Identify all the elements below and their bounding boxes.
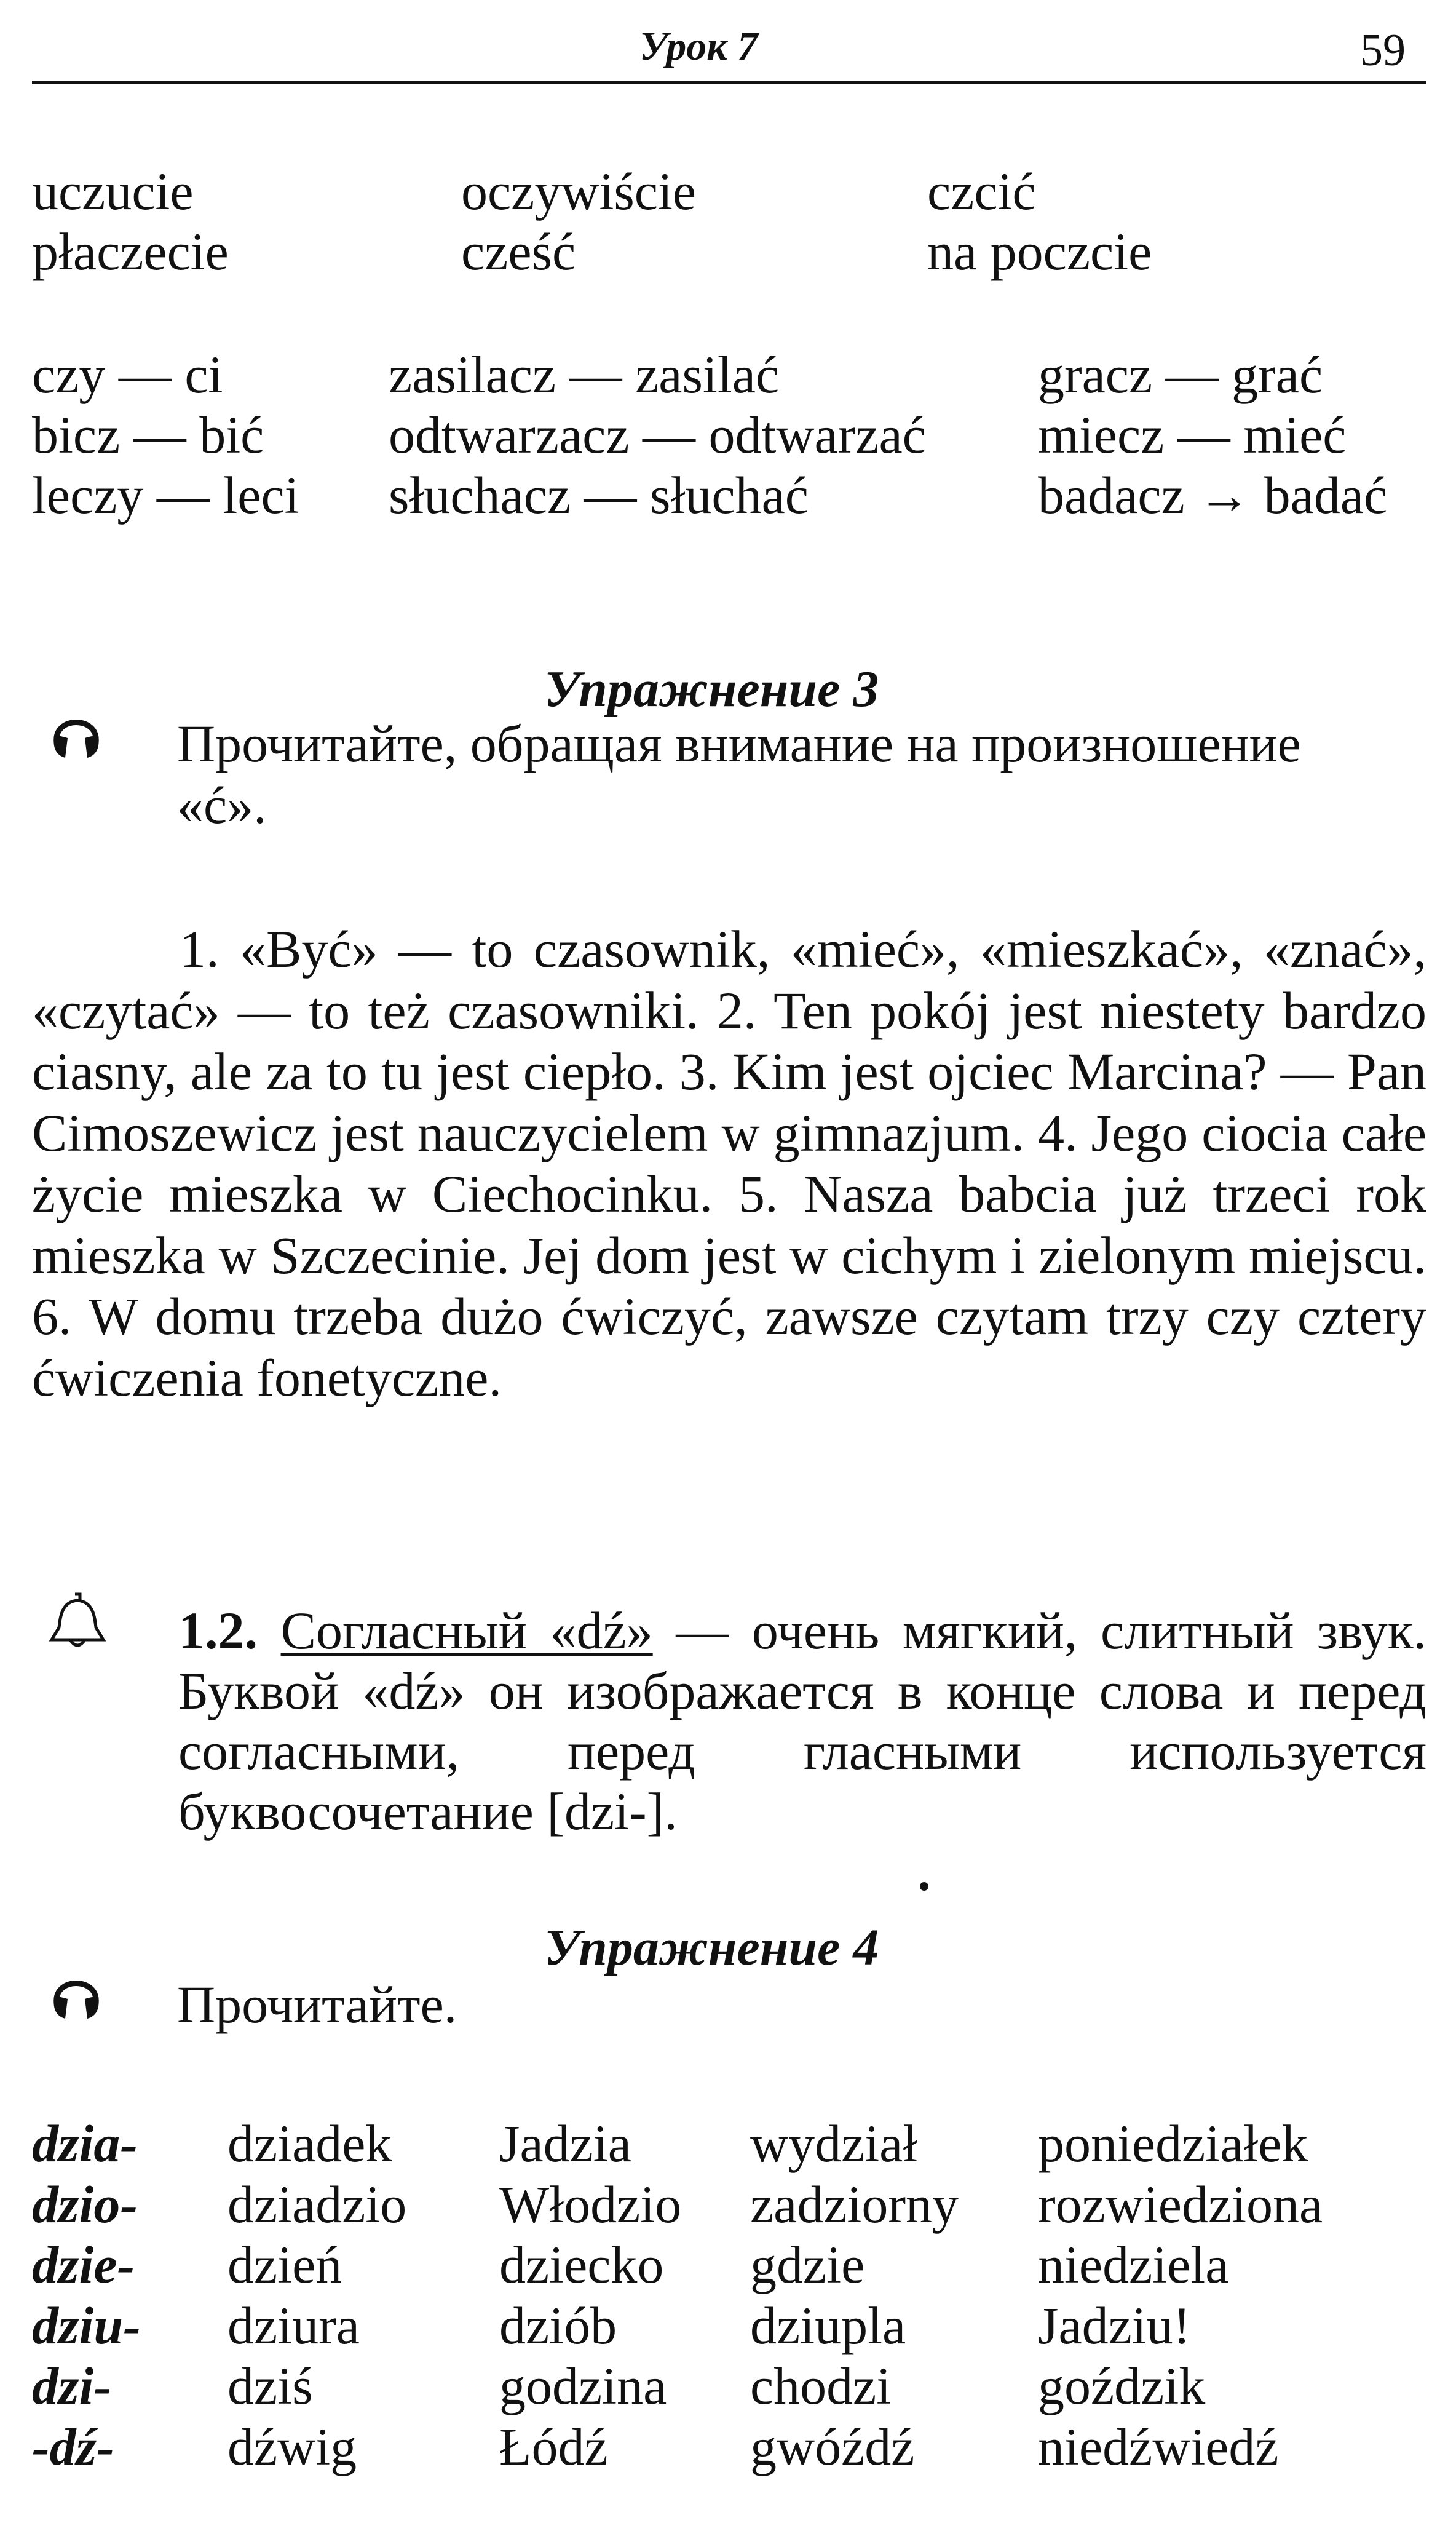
word: Jadziu! xyxy=(1038,2295,1191,2355)
syllable-column xyxy=(32,2113,141,2477)
word-column-2 xyxy=(499,2113,681,2477)
bell-icon xyxy=(43,1587,111,1655)
word-pair: leczy — leci xyxy=(32,466,299,525)
word: cześć xyxy=(461,222,576,281)
word-list-1-col-2 xyxy=(461,161,696,282)
word: dziadzio xyxy=(228,2174,407,2234)
print-speck xyxy=(920,1882,928,1891)
word: Jadzia xyxy=(499,2114,631,2173)
word: oczywiście xyxy=(461,162,697,221)
word: Włodzio xyxy=(499,2174,682,2234)
word: godzina xyxy=(499,2356,667,2415)
word: czcić xyxy=(927,162,1036,221)
word-pair: czy — ci xyxy=(32,345,223,404)
headphones-icon xyxy=(48,1966,105,2025)
word: goździk xyxy=(1038,2356,1206,2415)
word-column-4 xyxy=(1038,2113,1323,2477)
exercise-4-title: Упражнение 4 xyxy=(544,1919,879,1976)
word-pair: miecz — mieć xyxy=(1038,405,1347,464)
word-pair: odtwarzacz — odtwarzać xyxy=(389,405,926,464)
word-column-3 xyxy=(750,2113,959,2477)
word-pairs-col-1 xyxy=(32,344,299,525)
word-list-1-col-3 xyxy=(927,161,1152,282)
word: dziadek xyxy=(228,2114,392,2173)
word: gdzie xyxy=(750,2235,865,2294)
word: chodzi xyxy=(750,2356,892,2415)
word: dziób xyxy=(499,2295,617,2355)
word: dziura xyxy=(228,2295,360,2355)
word: płaczecie xyxy=(32,222,229,281)
headphones-icon xyxy=(48,705,105,764)
word-pairs-col-2 xyxy=(389,344,926,525)
word: dziś xyxy=(228,2356,313,2415)
word: rozwiedziona xyxy=(1038,2174,1323,2234)
word: dziupla xyxy=(750,2295,906,2355)
rule-1-2 xyxy=(178,1600,1426,1842)
page-header-title: Урок 7 xyxy=(639,24,758,69)
rule-heading: Согласный «dź» xyxy=(280,1601,653,1660)
header-divider xyxy=(32,81,1426,84)
rule-text: — очень мягкий, слитный звук. Буквой «dź» он изображается в конце слова и перед согласными, перед гласными используется буквосочетание [dzi-]. xyxy=(178,1601,1427,1841)
word: uczucie xyxy=(32,162,194,221)
word-pairs-col-3 xyxy=(1038,344,1387,525)
word: niedźwiedź xyxy=(1038,2417,1279,2476)
word: na poczcie xyxy=(927,222,1152,281)
exercise-4-instruction: Прочитайте. xyxy=(177,1975,457,2034)
exercise-3-text: 1. «Być» — to czasownik, «mieć», «mieszkać», «znać», «czytać» — to też czasowniki. 2. Ten pokój jest niestety bardzo ciasny, ale za to tu jest ciepło. 3. Kim jest ojciec Marcina? — Pan Cimoszewicz jest nauczycielem w gimnazjum. 4. Jego ciocia całe życie mieszka w Ciechocinku. 5. Nasza babcia już trzeci rok mieszka w Szczecinie. Jej dom jest w cichym i zielonym miejscu. 6. W domu trzeba dużo ćwiczyć, zawsze czytam trzy czy cztery ćwiczenia fonetyczne. xyxy=(32,920,1426,1407)
word: Łódź xyxy=(499,2417,608,2476)
syllable: -dź- xyxy=(32,2417,114,2476)
word: poniedziałek xyxy=(1038,2114,1308,2173)
syllable: dzie- xyxy=(32,2235,135,2294)
word-pair: zasilacz — zasilać xyxy=(389,345,780,404)
word: wydział xyxy=(750,2114,918,2173)
word-column-1 xyxy=(228,2113,406,2477)
word: dzień xyxy=(228,2235,342,2294)
page-number: 59 xyxy=(1360,25,1406,76)
exercise-3-instruction-line-1: Прочитайте, обращая внимание на произношение xyxy=(177,714,1301,773)
rule-number: 1.2. xyxy=(178,1601,258,1660)
exercise-3-instruction-line-2: «ć». xyxy=(177,776,267,835)
word: dziecko xyxy=(499,2235,664,2294)
word-pair: gracz — grać xyxy=(1038,345,1323,404)
syllable: dzio- xyxy=(32,2174,138,2234)
word: gwóźdź xyxy=(750,2417,915,2476)
word-pair: badacz → badać xyxy=(1038,466,1388,525)
word: zadziorny xyxy=(750,2174,959,2234)
word-list-1-col-1 xyxy=(32,161,229,282)
word-pair: bicz — bić xyxy=(32,405,264,464)
word: niedziela xyxy=(1038,2235,1229,2294)
syllable: dziu- xyxy=(32,2295,141,2355)
syllable: dzi- xyxy=(32,2356,111,2415)
word-pair: słuchacz — słuchać xyxy=(389,466,809,525)
syllable: dzia- xyxy=(32,2114,138,2173)
word: dźwig xyxy=(228,2417,357,2476)
exercise-3-title: Упражнение 3 xyxy=(544,661,879,718)
